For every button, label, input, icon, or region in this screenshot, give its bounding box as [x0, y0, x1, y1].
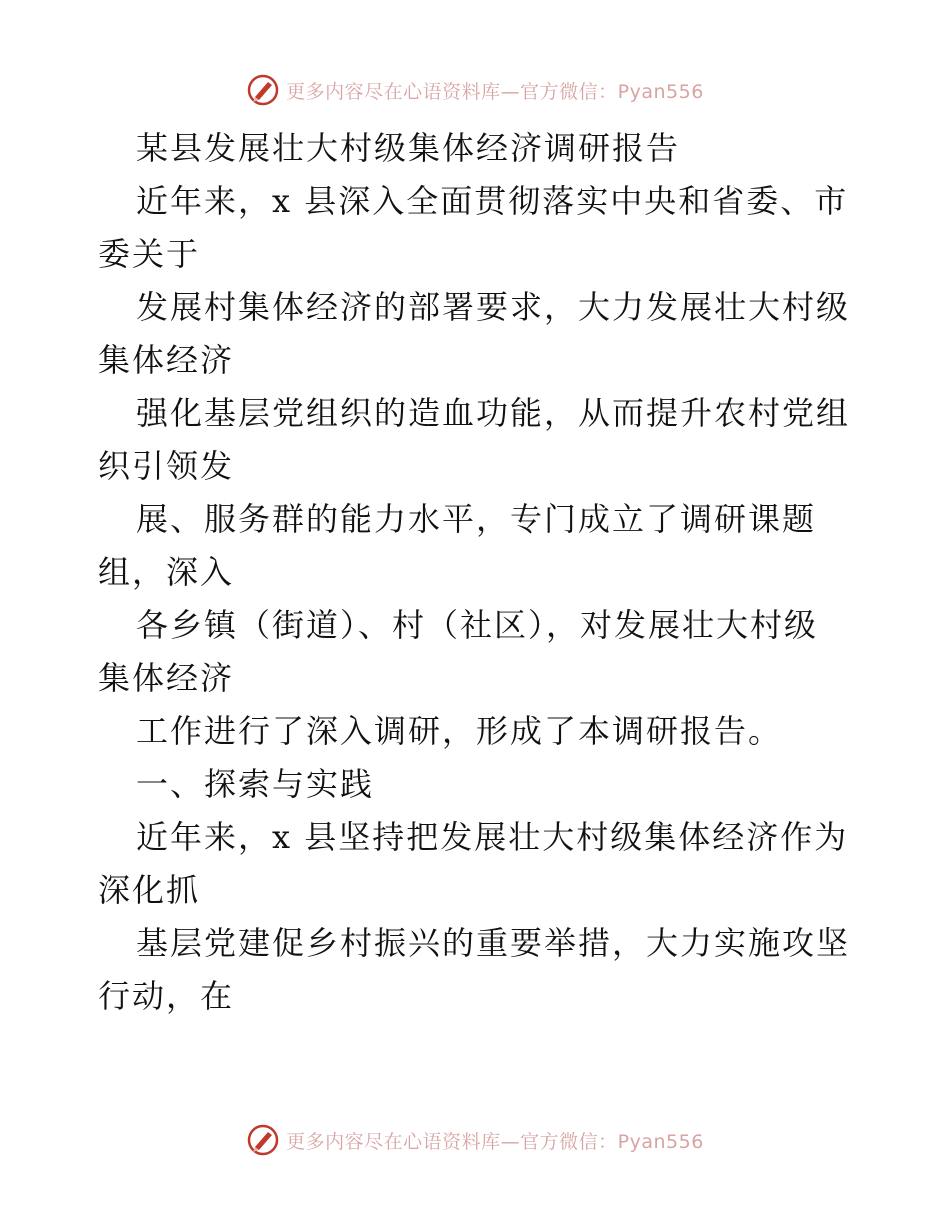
header-watermark-text: 更多内容尽在心语资料库—官方微信：Pyan556: [286, 80, 704, 103]
pen-logo-icon: [246, 73, 280, 107]
paragraph-line: 展、服务群的能力水平，专门成立了调研课题: [136, 500, 817, 538]
header-watermark: [0, 70, 950, 110]
paragraph-line: 组，深入: [98, 553, 235, 591]
paragraph-line: 行动，在: [98, 977, 235, 1015]
paragraph-line: 织引领发: [98, 447, 235, 485]
section-heading: 一、探索与实践: [136, 765, 375, 803]
footer-watermark-text: 更多内容尽在心语资料库—官方微信：Pyan556: [286, 1130, 704, 1153]
paragraph-line: 近年来，x 县坚持把发展壮大村级集体经济作为: [136, 818, 849, 856]
document-body: [98, 122, 868, 1023]
paragraph-line: 基层党建促乡村振兴的重要举措，大力实施攻坚: [136, 924, 851, 962]
paragraph-line: 工作进行了深入调研，形成了本调研报告。: [136, 712, 783, 750]
paragraph-line: 集体经济: [98, 659, 235, 697]
paragraph-line: 深化抓: [98, 871, 201, 909]
paragraph-line: 委关于: [98, 235, 201, 273]
paragraph-line: 强化基层党组织的造血功能，从而提升农村党组: [136, 394, 851, 432]
footer-watermark: [0, 1120, 950, 1160]
paragraph-line: 各乡镇（街道）、村（社区），对发展壮大村级: [136, 606, 819, 644]
paragraph-line: 发展村集体经济的部署要求，大力发展壮大村级: [136, 288, 851, 326]
paragraph-line: 集体经济: [98, 341, 235, 379]
paragraph-line: 近年来，x 县深入全面贯彻落实中央和省委、市: [136, 182, 849, 220]
document-title: 某县发展壮大村级集体经济调研报告: [136, 129, 681, 167]
pen-logo-icon: [246, 1123, 280, 1157]
